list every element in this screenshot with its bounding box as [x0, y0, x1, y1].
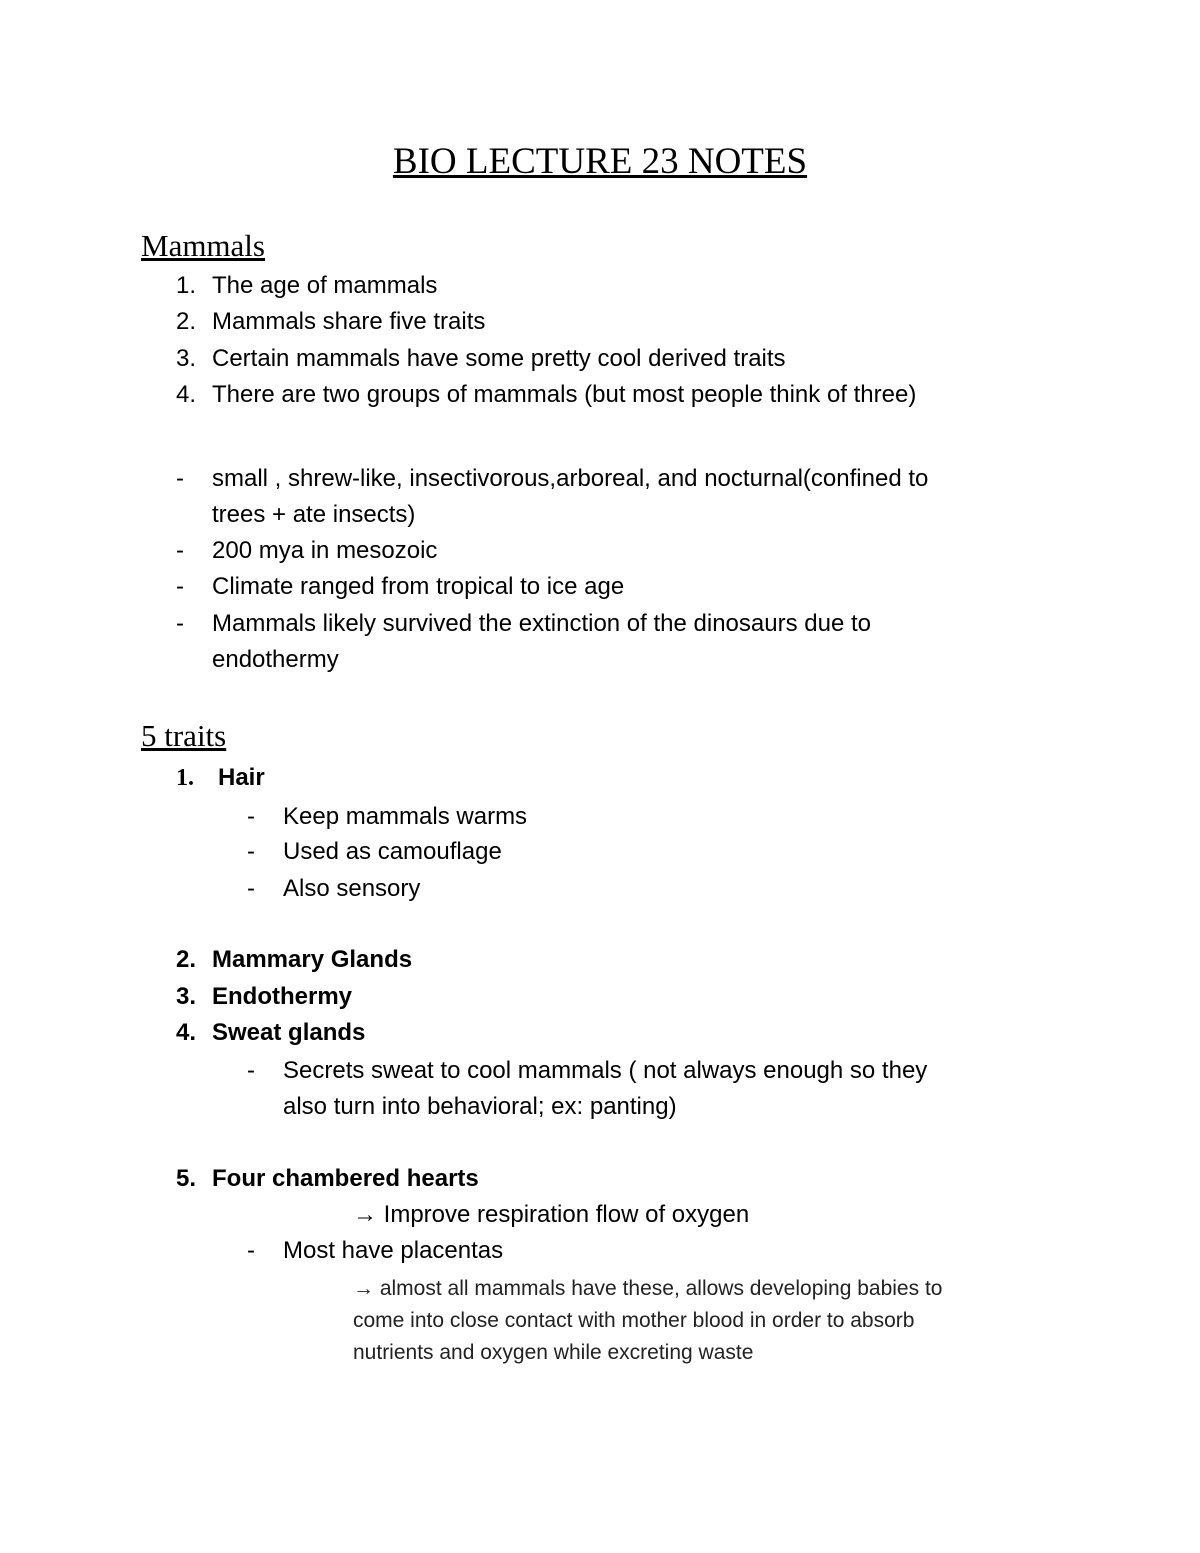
list-number: 4. — [176, 381, 197, 408]
list-number: 2. — [176, 308, 197, 335]
trait-point: Most have placentas — [283, 1237, 504, 1264]
trait-label-four-chambered-hearts: Four chambered hearts — [212, 1165, 479, 1192]
bullet-dash: - — [176, 465, 184, 492]
bullet-dash: - — [247, 838, 255, 865]
list-item-text: There are two groups of mammals (but most people think of three) — [212, 381, 917, 408]
trait-point-continued: also turn into behavioral; ex: panting) — [283, 1093, 677, 1120]
bullet-text: Mammals likely survived the extinction of the dinosaurs due to — [212, 610, 871, 637]
placenta-note-continued: come into close contact with mother blood in order to absorb — [353, 1309, 915, 1332]
bullet-dash: - — [247, 875, 255, 902]
trait-number: 4. — [176, 1019, 197, 1046]
trait-point: Secrets sweat to cool mammals ( not always enough so they — [283, 1057, 928, 1084]
bullet-text-continued: trees + ate insects) — [212, 501, 416, 528]
list-item-text: Certain mammals have some pretty cool derived traits — [212, 345, 786, 372]
bullet-text-continued: endothermy — [212, 646, 339, 673]
trait-label-mammary-glands: Mammary Glands — [212, 946, 413, 973]
trait-point: Also sensory — [283, 875, 421, 902]
trait-label-endothermy: Endothermy — [212, 983, 353, 1010]
trait-number: 5. — [176, 1165, 197, 1192]
list-item — [176, 304, 196, 340]
list-item — [176, 341, 196, 377]
placenta-note-continued: nutrients and oxygen while excreting waste — [353, 1341, 754, 1364]
section-heading-traits: 5 traits — [141, 718, 227, 753]
bullet-text: Climate ranged from tropical to ice age — [212, 573, 625, 600]
trait-label-hair: Hair — [218, 764, 265, 791]
list-item — [176, 268, 196, 304]
page-title: BIO LECTURE 23 NOTES — [392, 141, 808, 182]
bullet-dash: - — [176, 537, 184, 564]
trait-number: 3. — [176, 983, 197, 1010]
bullet-dash: - — [176, 573, 184, 600]
trait-label-sweat-glands: Sweat glands — [212, 1019, 366, 1046]
bullet-dash: - — [247, 1237, 255, 1264]
trait-point: Used as camouflage — [283, 838, 502, 865]
bullet-dash: - — [247, 803, 255, 830]
list-number: 1. — [176, 272, 197, 299]
section-heading-mammals: Mammals — [141, 228, 265, 263]
arrow-note: → Improve respiration flow of oxygen — [353, 1201, 750, 1228]
list-number: 3. — [176, 345, 197, 372]
bullet-dash: - — [176, 610, 184, 637]
trait-point: Keep mammals warms — [283, 803, 528, 830]
placenta-note: → almost all mammals have these, allows developing babies to — [353, 1277, 943, 1300]
trait-number: 2. — [176, 946, 197, 973]
bullet-dash: - — [247, 1057, 255, 1084]
list-item — [176, 377, 196, 413]
trait-number: 1. — [176, 765, 194, 791]
bullet-text: small , shrew-like, insectivorous,arboreal, and nocturnal(confined to — [212, 465, 929, 492]
list-item-text: Mammals share five traits — [212, 308, 486, 335]
bullet-text: 200 mya in mesozoic — [212, 537, 438, 564]
list-item-text: The age of mammals — [212, 272, 438, 299]
